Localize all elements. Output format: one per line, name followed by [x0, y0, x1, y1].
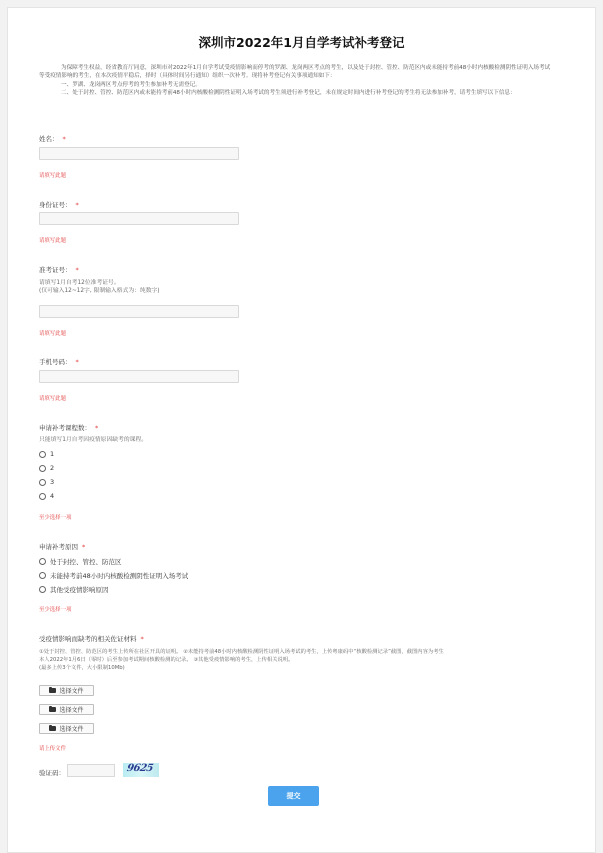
page-title: 深圳市2022年1月自学考试补考登记 — [198, 35, 405, 50]
intro-text — [39, 64, 551, 98]
option-label: 其他受疫情影响原因 — [50, 586, 109, 594]
radio-button[interactable] — [39, 451, 46, 458]
materials-hint — [39, 648, 559, 672]
required-mark: * — [75, 201, 79, 209]
radio-button[interactable] — [39, 479, 46, 486]
intro-paragraph-2: 一、罗湖、龙岗两区考点停考的考生参加补考无需登记。 — [61, 81, 201, 88]
required-mark: * — [140, 635, 144, 643]
radio-button[interactable] — [39, 493, 46, 500]
course-count-option-2[interactable] — [39, 464, 54, 472]
reason-option-lockdown[interactable] — [39, 557, 122, 566]
option-label: 处于封控、管控、防范区 — [50, 558, 122, 566]
exam-number-label-text: 准考证号： — [39, 266, 72, 274]
option-label: 未能持考前48小时内核酸检测阴性证明入场考试 — [50, 572, 189, 580]
choose-file-button-3[interactable] — [39, 723, 94, 734]
id-number-error: 请填写此题 — [39, 238, 66, 244]
choose-file-label: 选择文件 — [59, 707, 84, 714]
reason-label-text: 申请补考原因 — [39, 543, 78, 551]
reason-error: 至少选择一项 — [39, 607, 72, 613]
exam-number-error: 请填写此题 — [39, 331, 66, 337]
materials-label — [39, 634, 144, 643]
radio-button[interactable] — [39, 572, 46, 579]
required-mark: * — [82, 543, 86, 551]
reason-option-no-test[interactable] — [39, 571, 188, 580]
materials-error: 请上传文件 — [39, 746, 66, 752]
intro-paragraph-3: 二、处于封控、管控、防范区内或未能持考前48小时内核酸检测阴性证明入场考试的考生须进行补考登记，未在规定时间内进行补考登记的考生将无法参加补考，请考生填写以下信息： — [61, 90, 516, 97]
exam-number-hint-line-1: 请填写1月自考12位准考证号。 — [39, 280, 120, 286]
folder-icon — [49, 688, 56, 693]
folder-icon — [49, 707, 56, 712]
captcha-image[interactable] — [123, 763, 159, 777]
option-label: 4 — [50, 492, 55, 500]
course-count-hint: 只能填写1月自考因疫情原因缺考的课程。 — [39, 437, 148, 443]
name-label-text: 姓名： — [39, 135, 59, 143]
reason-label — [39, 542, 85, 551]
choose-file-label: 选择文件 — [59, 688, 84, 695]
phone-input[interactable] — [39, 370, 239, 383]
materials-hint-line-2: 本人2022年1月6日（零时）后至参加考试期间核酸检测的记录。 ③其他受疫情影响的考生，上传相关说明。 — [39, 657, 294, 663]
exam-number-hint-line-2: (仅可输入12~12字, 限制输入格式为：纯数字) — [39, 288, 160, 294]
captcha-label: 验证码： — [39, 769, 65, 777]
exam-number-hint — [39, 279, 160, 295]
id-number-label — [39, 200, 79, 209]
exam-number-input[interactable] — [39, 305, 239, 318]
course-count-option-4[interactable] — [39, 492, 54, 500]
course-count-error: 至少选择一项 — [39, 515, 72, 521]
id-number-input[interactable] — [39, 212, 239, 225]
submit-button[interactable]: 提交 — [268, 786, 319, 806]
intro-paragraph-1: 为保障考生权益，经省教育厅同意，深圳市对2022年1月自学考试受疫情影响而停考的罗湖、龙岗两区考点的考生，以及处于封控、管控、防范区内或未能持考前48小时内核酸检测阴性证明入场考试等受疫情影响的考生，在本次疫情平稳后，择时（具体时间另行通知）组织一次补考。现将补考登记有关事项通知如下： — [39, 65, 551, 80]
folder-icon — [49, 726, 56, 731]
required-mark: * — [95, 424, 99, 432]
course-count-option-1[interactable] — [39, 450, 54, 458]
phone-label-text: 手机号码： — [39, 358, 72, 366]
materials-hint-line-1: ①处于封控、管控、防范区的考生上传所在社区开具的证明。 ②未能持考前48小时内核酸检测阴性证明入场考试的考生，上传粤康码中“核酸检测记录”截图，截图内容为考生 — [39, 649, 444, 655]
radio-button[interactable] — [39, 586, 46, 593]
id-number-label-text: 身份证号： — [39, 201, 72, 209]
radio-button[interactable] — [39, 465, 46, 472]
required-mark: * — [75, 358, 79, 366]
required-mark: * — [75, 266, 79, 274]
option-label: 3 — [50, 478, 55, 486]
choose-file-button-1[interactable] — [39, 685, 94, 696]
choose-file-button-2[interactable] — [39, 704, 94, 715]
choose-file-label: 选择文件 — [59, 726, 84, 733]
course-count-option-3[interactable] — [39, 478, 54, 486]
radio-button[interactable] — [39, 558, 46, 565]
option-label: 1 — [50, 450, 55, 458]
captcha-input[interactable] — [67, 764, 115, 777]
phone-label — [39, 357, 79, 366]
captcha-image-text: 9625 — [126, 763, 154, 774]
reason-option-other[interactable] — [39, 585, 109, 594]
name-label — [39, 134, 66, 143]
course-count-label-text: 申请补考课程数： — [39, 424, 91, 432]
name-error: 请填写此题 — [39, 173, 66, 179]
required-mark: * — [62, 135, 66, 143]
name-input[interactable] — [39, 147, 239, 160]
exam-number-label — [39, 265, 79, 274]
course-count-label — [39, 423, 98, 432]
materials-label-text: 受疫情影响而缺考的相关佐证材料 — [39, 635, 137, 643]
option-label: 2 — [50, 464, 55, 472]
materials-hint-line-3: (最多上传3个文件，大小限制10Mb) — [39, 665, 125, 671]
phone-error: 请填写此题 — [39, 396, 66, 402]
